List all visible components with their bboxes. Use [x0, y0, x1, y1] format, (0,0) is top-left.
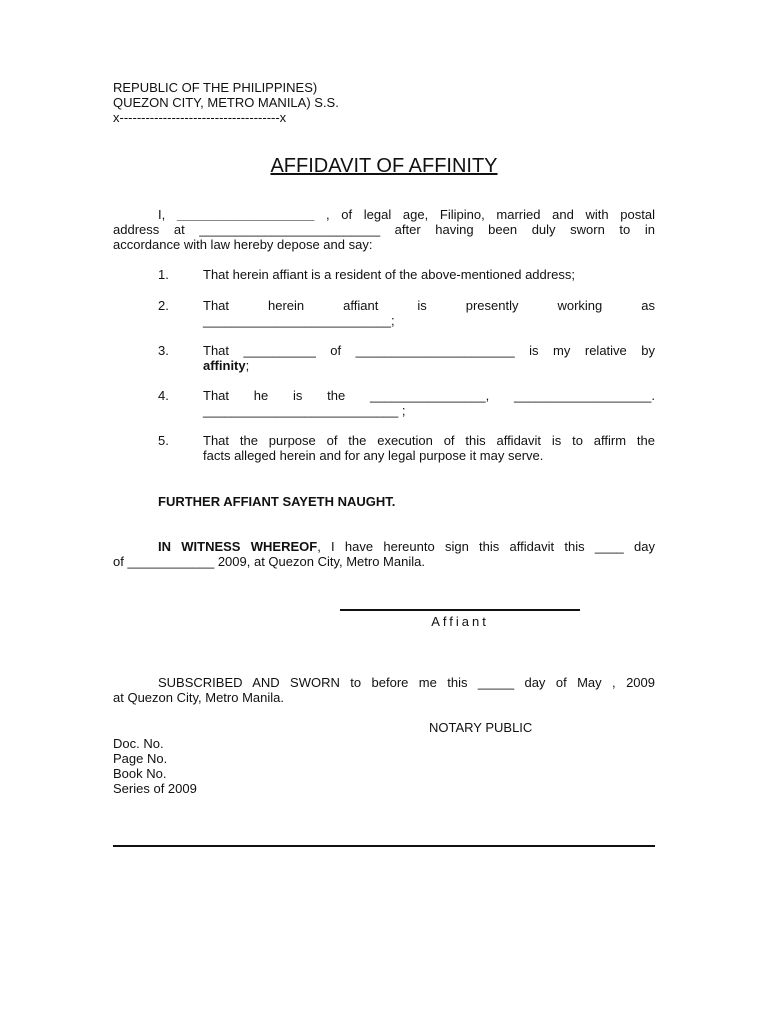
header-city: QUEZON CITY, METRO MANILA) S.S.	[113, 95, 339, 110]
item-text-continued: ___________________________ ;	[203, 403, 406, 418]
item-number: 3.	[158, 343, 169, 358]
witness-line-2: of ____________ 2009, at Quezon City, Metro Manila.	[113, 554, 425, 569]
affiant-label: Affiant	[431, 614, 489, 629]
footer-rule	[113, 845, 655, 847]
item-number: 4.	[158, 388, 169, 403]
intro-line-1: I, ___________________ , of legal age, Filipino, married and with postal	[158, 207, 655, 222]
item-number: 5.	[158, 433, 169, 448]
item-text-continued: __________________________;	[203, 313, 395, 328]
signature-line	[340, 609, 580, 611]
item-text-continued: affinity;	[203, 358, 250, 373]
document-title: AFFIDAVIT OF AFFINITY	[270, 155, 498, 177]
subscribed-line-2: at Quezon City, Metro Manila.	[113, 690, 284, 705]
item-text: That __________ of ______________________ is my relative by	[203, 343, 655, 358]
registry-page-no: Page No.	[113, 751, 168, 766]
witness-line-1: IN WITNESS WHEREOF, I have hereunto sign this affidavit this ____ day	[158, 539, 655, 554]
registry-series: Series of 2009	[113, 781, 197, 796]
registry-book-no: Book No.	[113, 766, 167, 781]
item-text: That the purpose of the execution of this affidavit is to affirm the	[203, 433, 655, 448]
item-number: 1.	[158, 267, 169, 282]
item-text-continued: facts alleged herein and for any legal purpose it may serve.	[203, 448, 544, 463]
intro-line-3: accordance with law hereby depose and say:	[113, 237, 373, 252]
item-text: That he is the ________________, ___________________.	[203, 388, 655, 403]
intro-line-2: address at _________________________ after having been duly sworn to in	[113, 222, 655, 237]
item-text: That herein affiant is presently working as	[203, 298, 655, 313]
subscribed-line-1: SUBSCRIBED AND SWORN to before me this _____ day of May , 2009	[158, 675, 655, 690]
item-number: 2.	[158, 298, 169, 313]
registry-doc-no: Doc. No.	[113, 736, 164, 751]
further-affiant-statement: FURTHER AFFIANT SAYETH NAUGHT.	[158, 494, 396, 509]
header-republic: REPUBLIC OF THE PHILIPPINES)	[113, 80, 318, 95]
item-text: That herein affiant is a resident of the above-mentioned address;	[203, 267, 575, 282]
header-separator: x-------------------------------------x	[113, 110, 287, 125]
notary-public-label: NOTARY PUBLIC	[429, 720, 533, 735]
